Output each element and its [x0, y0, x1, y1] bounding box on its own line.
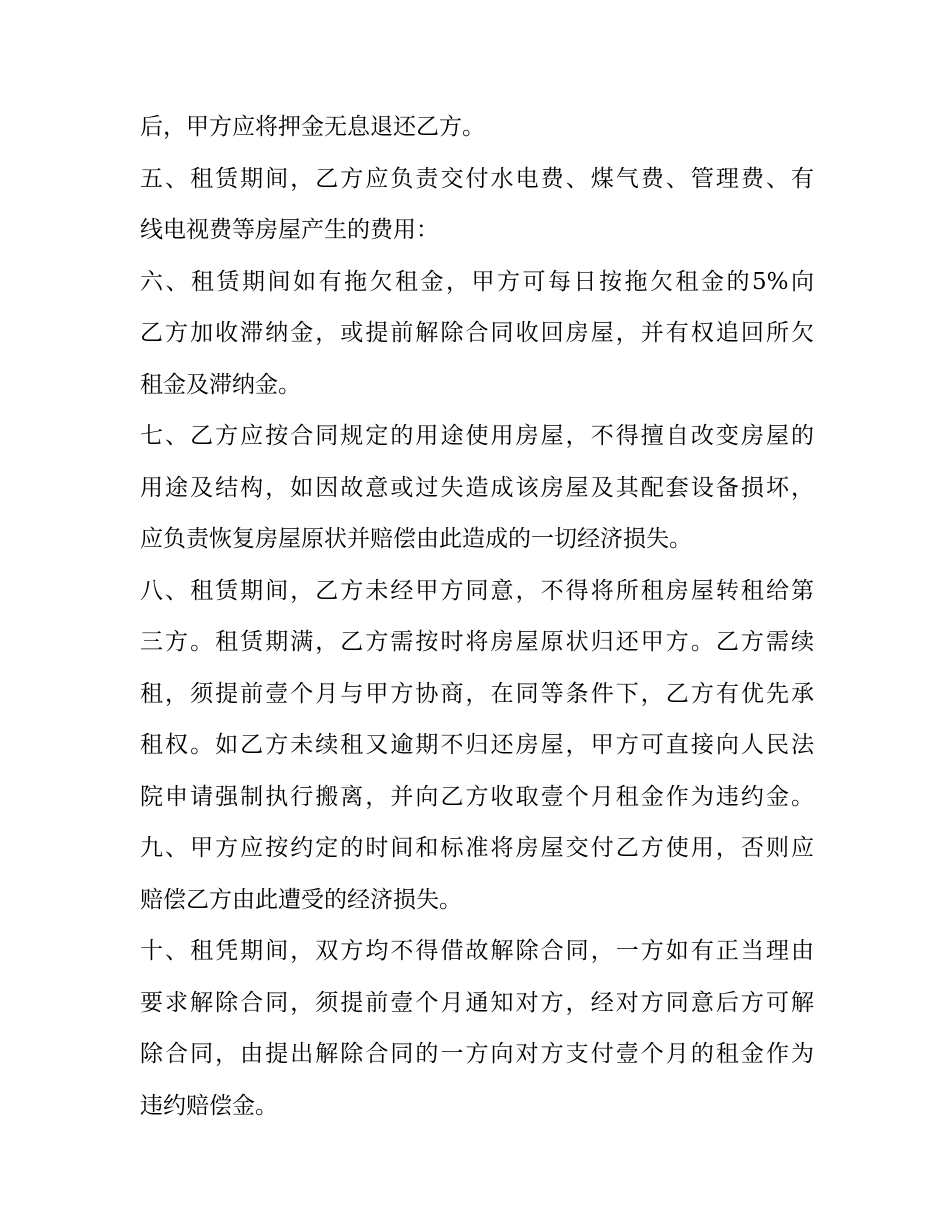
text-line-7: 七、乙方应按合同规定的用途使用房屋，不得擅自改变房屋的 [140, 423, 814, 449]
text-line-11: 三方。租赁期满，乙方需按时将房屋原状归还甲方。乙方需续 [140, 629, 814, 655]
text-line-4: 六、租赁期间如有拖欠租金，甲方可每日按拖欠租金的5%向 [140, 268, 814, 295]
document-page [140, 102, 814, 1132]
text-line-15: 九、甲方应按约定的时间和标准将房屋交付乙方使用，否则应 [140, 835, 814, 861]
text-line-19: 除合同，由提出解除合同的一方向对方支付壹个月的租金作为 [140, 1041, 814, 1067]
text-line-20: 违约赔偿金。 [140, 1092, 278, 1119]
text-line-16: 赔偿乙方由此遭受的经济损失。 [140, 886, 462, 913]
text-line-2: 五、租赁期间，乙方应负责交付水电费、煤气费、管理费、有 [140, 165, 814, 192]
text-line-10: 八、租赁期间，乙方未经甲方同意，不得将所租房屋转租给第 [140, 577, 814, 604]
text-line-8: 用途及结构，如因故意或过失造成该房屋及其配套设备损坏， [140, 474, 814, 501]
text-line-6: 租金及滞纳金。 [140, 371, 301, 398]
text-line-14: 院申请强制执行搬离，并向乙方收取壹个月租金作为违约金。 [140, 783, 814, 810]
text-line-18: 要求解除合同，须提前壹个月通知对方，经对方同意后方可解 [140, 989, 814, 1016]
text-line-17: 十、租凭期间，双方均不得借故解除合同，一方如有正当理由 [140, 938, 814, 964]
text-line-1: 后，甲方应将押金无息退还乙方。 [140, 114, 485, 140]
text-line-13: 租权。如乙方未续租又逾期不归还房屋，甲方可直接向人民法 [140, 732, 814, 758]
text-line-3: 线电视费等房屋产生的费用： [140, 217, 439, 243]
text-line-5: 乙方加收滞纳金，或提前解除合同收回房屋，并有权追回所欠 [140, 320, 814, 346]
text-line-12: 租，须提前壹个月与甲方协商，在同等条件下，乙方有优先承 [140, 680, 814, 707]
text-line-9: 应负责恢复房屋原状并赔偿由此造成的一切经济损失。 [140, 526, 692, 552]
